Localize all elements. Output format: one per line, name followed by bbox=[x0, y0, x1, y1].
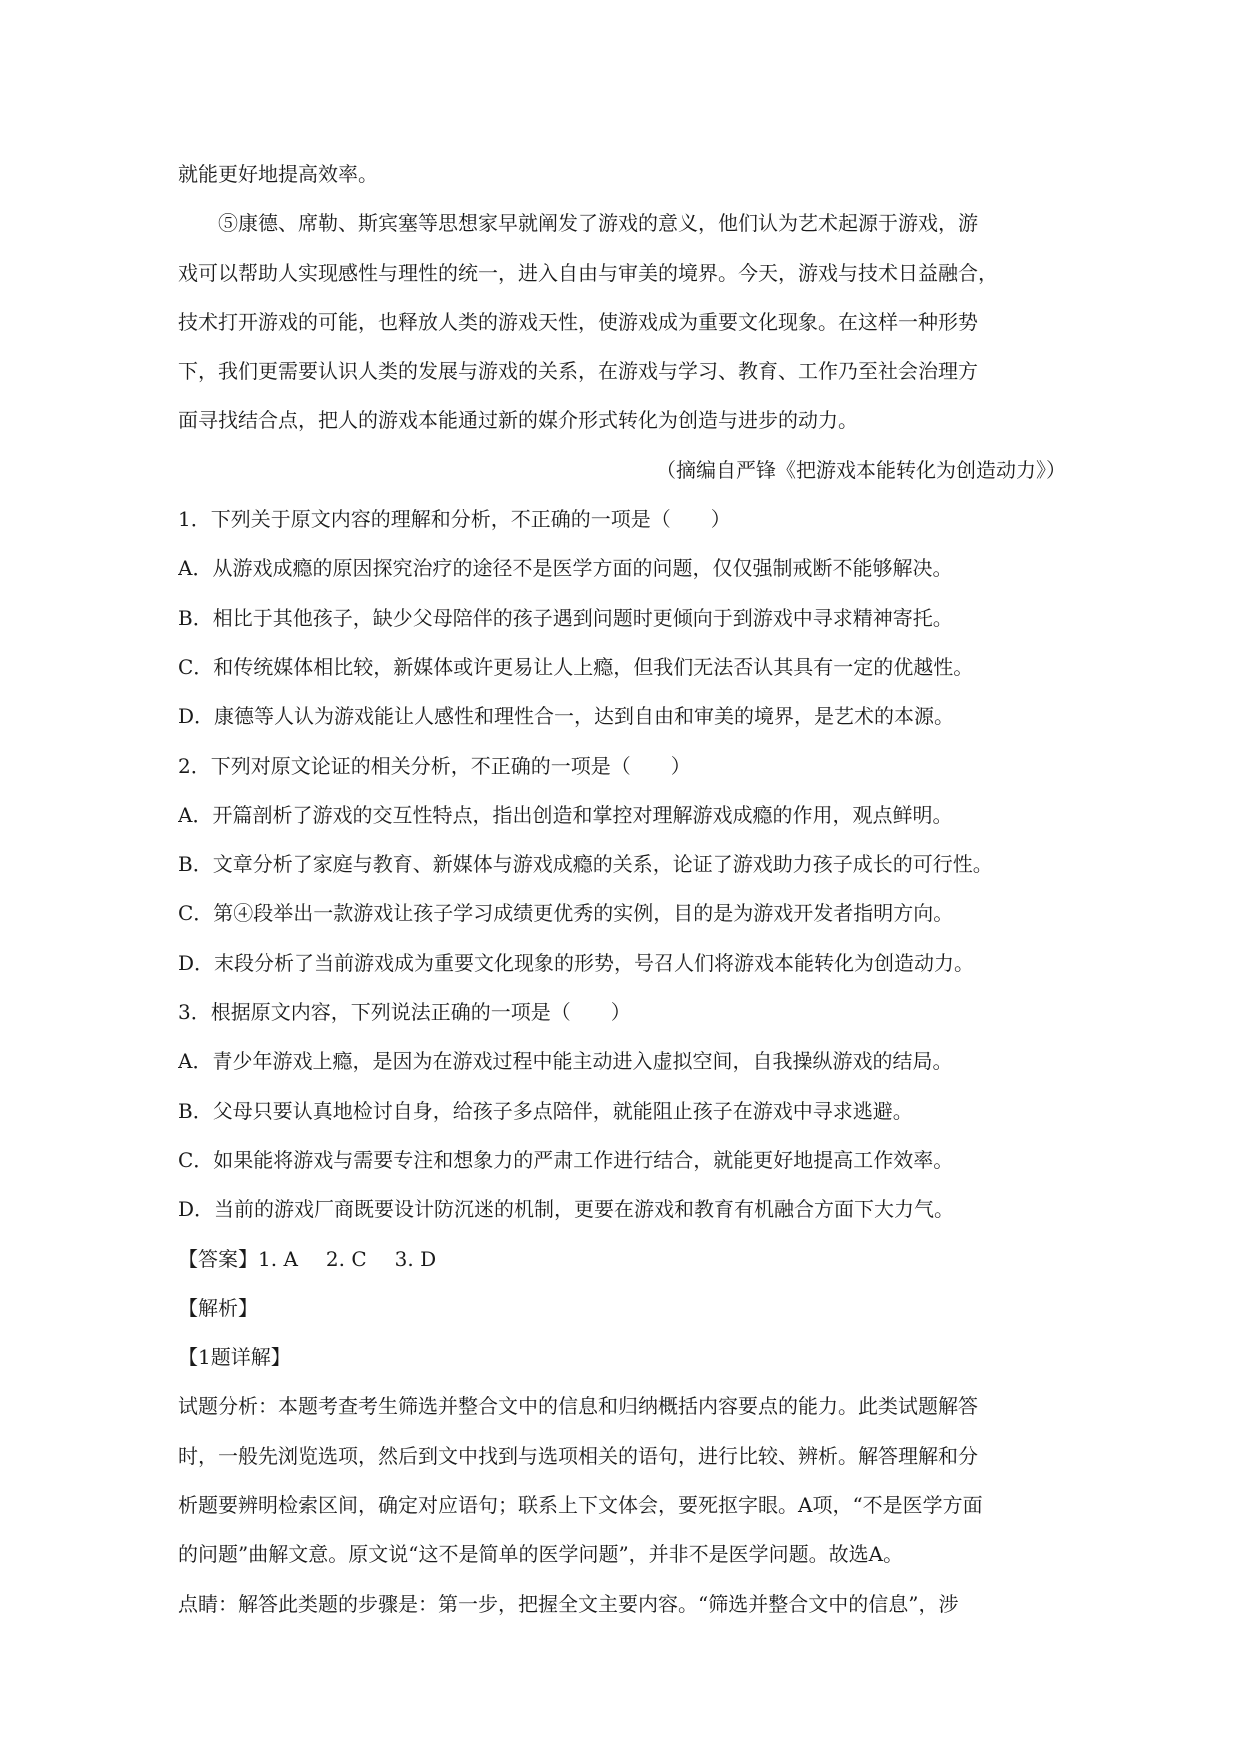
analysis-q1-label: 【1题详解】 bbox=[178, 1345, 291, 1370]
question-2-option-b: B．文章分析了家庭与教育、新媒体与游戏成瘾的关系，论证了游戏助力孩子成长的可行性。 bbox=[178, 852, 993, 877]
passage-paragraph-5-line: 技术打开游戏的可能，也释放人类的游戏天性，使游戏成为重要文化现象。在这样一种形势 bbox=[178, 309, 978, 334]
analysis-line: 析题要辨明检索区间，确定对应语句；联系上下文体会，要死抠字眼。A项，“不是医学方面 bbox=[178, 1493, 983, 1518]
analysis-line: 试题分析：本题考查考生筛选并整合文中的信息和归纳概括内容要点的能力。此类试题解答 bbox=[178, 1394, 978, 1419]
answer-2: 2. C bbox=[325, 1246, 367, 1271]
answer-1: 1. A bbox=[258, 1246, 298, 1271]
question-1-stem: 1．下列关于原文内容的理解和分析，不正确的一项是（ ） bbox=[178, 507, 731, 532]
analysis-line: 点睛：解答此类题的步骤是：第一步，把握全文主要内容。“筛选并整合文中的信息”，涉 bbox=[178, 1591, 959, 1616]
passage-paragraph-5-line: ⑤康德、席勒、斯宾塞等思想家早就阐发了游戏的意义，他们认为艺术起源于游戏，游 bbox=[218, 211, 978, 236]
question-3-option-d: D．当前的游戏厂商既要设计防沉迷的机制，更要在游戏和教育有机融合方面下大力气。 bbox=[178, 1197, 955, 1222]
analysis-label: 【解析】 bbox=[178, 1295, 258, 1320]
answer-label: 【答案】 bbox=[178, 1246, 258, 1271]
question-3-option-b: B．父母只要认真地检讨自身，给孩子多点陪伴，就能阻止孩子在游戏中寻求逃避。 bbox=[178, 1098, 913, 1123]
question-3-option-a: A．青少年游戏上瘾，是因为在游戏过程中能主动进入虚拟空间，自我操纵游戏的结局。 bbox=[178, 1049, 953, 1074]
answer-line bbox=[178, 1235, 1068, 1284]
passage-line: 就能更好地提高效率。 bbox=[178, 162, 378, 186]
question-1-option-c: C．和传统媒体相比较，新媒体或许更易让人上瘾，但我们无法否认其具有一定的优越性。 bbox=[178, 654, 974, 679]
analysis-line: 的问题”曲解文意。原文说“这不是简单的医学问题”，并非不是医学问题。故选A。 bbox=[178, 1542, 904, 1567]
question-1-option-a: A．从游戏成瘾的原因探究治疗的途径不是医学方面的问题，仅仅强制戒断不能够解决。 bbox=[178, 556, 953, 581]
question-3-stem: 3．根据原文内容，下列说法正确的一项是（ ） bbox=[178, 1000, 631, 1025]
answer-3: 3. D bbox=[394, 1246, 437, 1271]
question-2-option-c: C．第④段举出一款游戏让孩子学习成绩更优秀的实例，目的是为游戏开发者指明方向。 bbox=[178, 901, 954, 926]
question-3-option-c: C．如果能将游戏与需要专注和想象力的严肃工作进行结合，就能更好地提高工作效率。 bbox=[178, 1147, 954, 1172]
analysis-line: 时，一般先浏览选项，然后到文中找到与选项相关的语句，进行比较、辨析。解答理解和分 bbox=[178, 1443, 978, 1468]
passage-source: （摘编自严锋《把游戏本能转化为创造动力》） bbox=[656, 457, 1066, 482]
page-content bbox=[178, 150, 1068, 1629]
passage-paragraph-5-line: 戏可以帮助人实现感性与理性的统一，进入自由与审美的境界。今天，游戏与技术日益融合， bbox=[178, 260, 998, 285]
passage-paragraph-5-line: 下，我们更需要认识人类的发展与游戏的关系，在游戏与学习、教育、工作乃至社会治理方 bbox=[178, 359, 978, 384]
question-2-stem: 2．下列对原文论证的相关分析，不正确的一项是（ ） bbox=[178, 753, 691, 778]
passage-paragraph-5-line: 面寻找结合点，把人的游戏本能通过新的媒介形式转化为创造与进步的动力。 bbox=[178, 408, 858, 433]
question-2-option-a: A．开篇剖析了游戏的交互性特点，指出创造和掌控对理解游戏成瘾的作用，观点鲜明。 bbox=[178, 802, 953, 827]
question-1-option-d: D．康德等人认为游戏能让人感性和理性合一，达到自由和审美的境界，是艺术的本源。 bbox=[178, 704, 955, 729]
question-2-option-d: D．末段分析了当前游戏成为重要文化现象的形势，号召人们将游戏本能转化为创造动力。 bbox=[178, 950, 975, 975]
question-1-option-b: B．相比于其他孩子，缺少父母陪伴的孩子遇到问题时更倾向于到游戏中寻求精神寄托。 bbox=[178, 605, 953, 630]
